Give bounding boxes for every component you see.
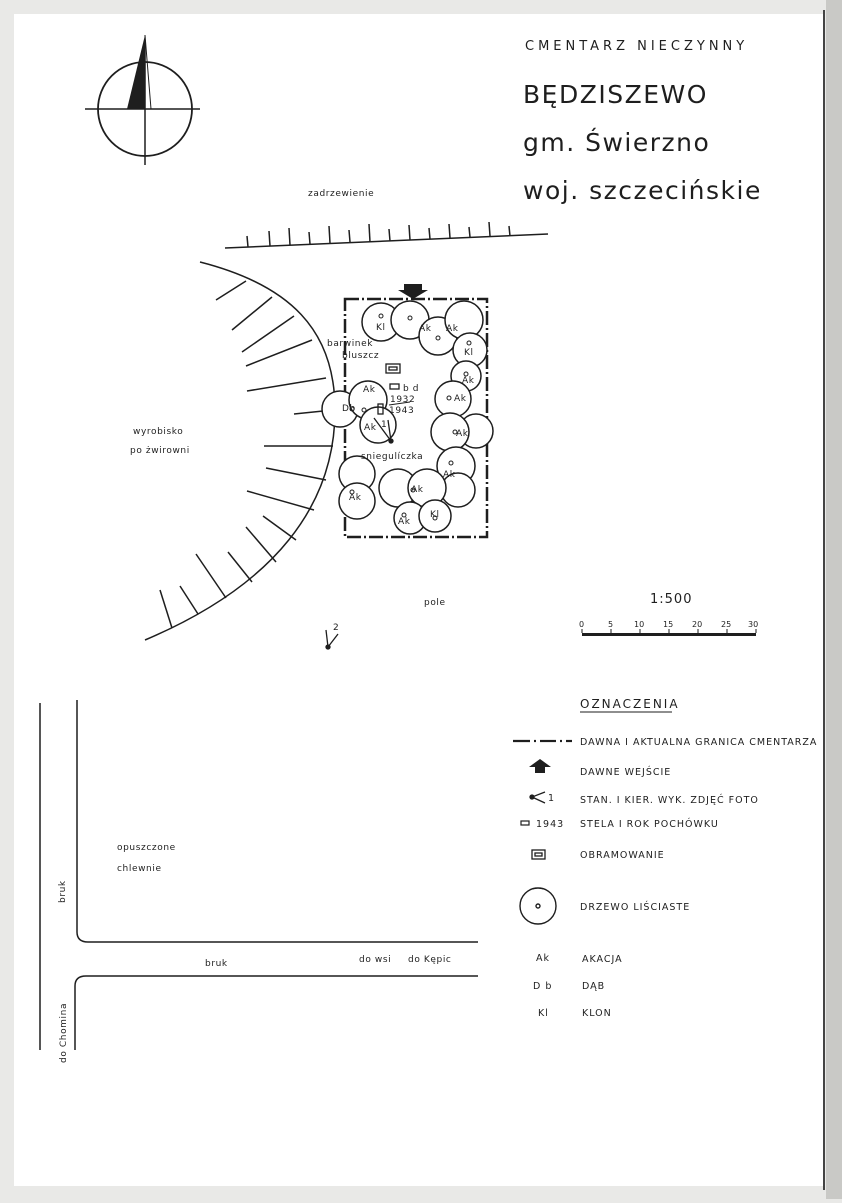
ivy-label: bluszcz [342, 351, 380, 361]
scale-tick-25: 25 [721, 620, 732, 629]
tree-label-ak-10: Ak [363, 385, 376, 395]
tree-label-kl-2: Kl [464, 348, 474, 358]
tree-label-ak-9: Ak [398, 517, 411, 527]
legend-acacia-symbol: Ak [536, 953, 551, 964]
scale-label: 1:500 [650, 592, 693, 607]
scale-tick-15: 15 [663, 620, 674, 629]
unknown-date-label: b d [403, 384, 420, 394]
legend-title: OZNACZENIA [580, 697, 680, 711]
scale-tick-5: 5 [608, 620, 614, 629]
road-horizontal-label: bruk [205, 959, 228, 969]
legend-oak-symbol: D b [533, 981, 553, 992]
legend-stele-year: 1943 [536, 819, 565, 830]
field-label: pole [424, 598, 446, 608]
map-subtitle: CMENTARZ NIECZYNNY [525, 39, 749, 54]
tree-label-ak-2: Ak [446, 324, 459, 334]
photo-station-1-label: 1 [381, 420, 388, 430]
tree-label-ak-4: Ak [454, 394, 467, 404]
legend-oak-text: DĄB [582, 981, 606, 992]
trees-belt-label: zadrzewienie [308, 189, 375, 199]
scale-tick-0: 0 [579, 620, 585, 629]
place-name: BĘDZISZEWO [523, 80, 708, 109]
year-1943-label: 1943 [389, 406, 415, 416]
tree-label-kl-1: Kl [376, 323, 386, 333]
tree-label-ak-3: Ak [462, 376, 475, 386]
scale-tick-20: 20 [692, 620, 703, 629]
tree-label-ak-11: Ak [364, 423, 377, 433]
tree-label-kl-3: Kl [430, 510, 440, 520]
tree-label-ak-5: Ak [456, 429, 469, 439]
scale-tick-30: 30 [748, 620, 759, 629]
gravel-pit-label-1: wyrobisko [133, 427, 184, 437]
photo-station-2-label: 2 [333, 623, 340, 633]
tree-label-ak-8: Ak [349, 493, 362, 503]
legend-enclosure-text: OBRAMOWANIE [580, 850, 665, 861]
legend-acacia-text: AKACJA [582, 954, 623, 965]
legend-tree-text: DRZEWO LIŚCIASTE [580, 902, 691, 913]
scale-tick-10: 10 [634, 620, 645, 629]
to-village-label: do wsi [359, 955, 392, 965]
tree-label-db: Db [342, 404, 356, 414]
periwinkle-label: barwinek [327, 339, 374, 349]
gravel-pit-label-2: po żwirowni [130, 446, 190, 456]
to-kepice-label: do Kępic [408, 955, 452, 965]
legend-maple-text: KLON [582, 1008, 612, 1019]
legend-photo-station-number: 1 [548, 793, 556, 804]
year-1932-label: 1932 [390, 395, 416, 405]
road-vertical-label: bruk [58, 880, 68, 903]
barns-label-1: opuszczone [117, 843, 176, 853]
voivodeship-name: woj. szczecińskie [523, 176, 762, 205]
tree-label-ak-7: Ak [411, 485, 424, 495]
legend-photo-station-text: STAN. I KIER. WYK. ZDJĘĆ FOTO [580, 795, 759, 806]
legend-maple-symbol: Kl [538, 1008, 549, 1019]
tree-label-ak-6: Ak [443, 470, 456, 480]
legend-entrance-text: DAWNE WEJŚCIE [580, 767, 672, 778]
barns-label-2: chlewnie [117, 864, 162, 874]
legend-stele-text: STELA I ROK POCHÓWKU [580, 819, 719, 830]
right-margin-strip [826, 0, 842, 1199]
legend-boundary-text: DAWNA I AKTUALNA GRANICA CMENTARZA [580, 737, 818, 748]
tree-label-ak-1: Ak [419, 324, 432, 334]
commune-name: gm. Świerzno [523, 128, 711, 157]
to-chomino-label: do Chomina [59, 1002, 69, 1063]
snowdrop-label: sniegulíczka [361, 452, 424, 462]
